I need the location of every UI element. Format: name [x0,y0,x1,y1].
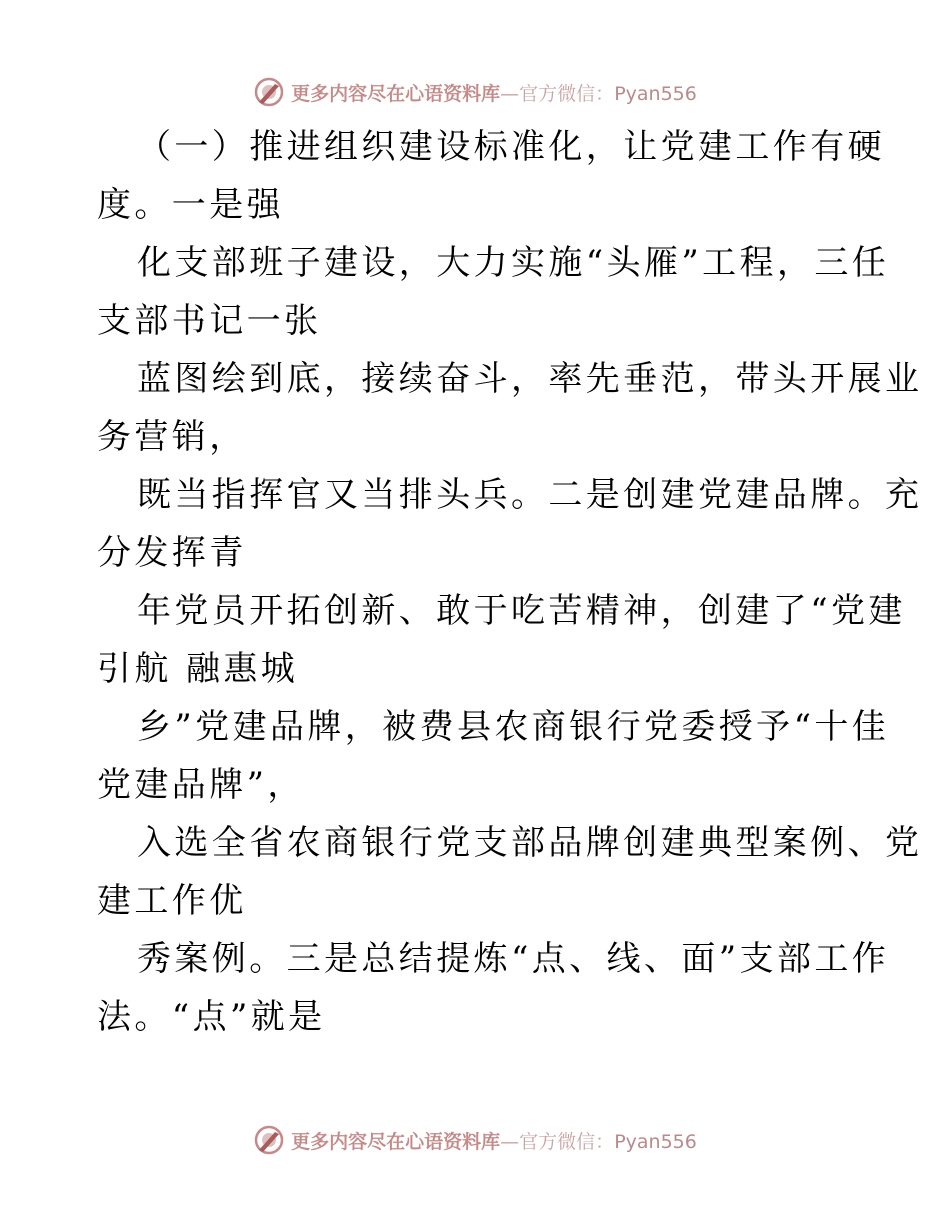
text-line: 分发挥青 [97,533,247,573]
text-line: 支部书记一张 [97,301,322,341]
text-line: （一）推进组织建设标准化，让党建工作有硬 [137,127,885,167]
watermark-handle: Pyan556 [614,1130,697,1153]
watermark-text [291,79,697,106]
watermark-footer [0,1120,950,1160]
watermark-handle: Pyan556 [614,82,697,105]
watermark-separator: — [500,1130,520,1153]
watermark-header [0,72,950,112]
watermark-brand: 更多内容尽在心语资料库 [291,1130,501,1153]
text-line: 党建品牌”， [97,765,305,805]
text-line: 法。“点”就是 [97,997,326,1037]
text-line: 既当指挥官又当排头兵。二是创建党建品牌。充 [137,475,923,515]
text-line: 蓝图绘到底，接续奋斗，率先垂范，带头开展业 [137,359,923,399]
text-line: 度。一是强 [97,185,284,225]
watermark-separator: — [500,82,520,105]
watermark-official: 官方微信： [519,1130,615,1153]
text-line: 务营销， [97,417,247,457]
seal-pen-logo-icon [253,76,285,108]
text-line: 乡”党建品牌，被费县农商银行党委授予“十佳 [137,707,890,747]
watermark-official: 官方微信： [519,82,615,105]
text-line: 年党员开拓创新、敢于吃苦精神，创建了“党建 [137,591,906,631]
seal-pen-logo-icon [253,1124,285,1156]
document-body [97,118,923,1046]
text-line: 引航 融惠城 [97,649,299,689]
text-line: 入选全省农商银行党支部品牌创建典型案例、党 [137,823,923,863]
watermark-brand: 更多内容尽在心语资料库 [291,82,501,105]
text-line: 秀案例。三是总结提炼“点、线、面”支部工作 [137,939,890,979]
watermark-text [291,1127,697,1154]
text-line: 建工作优 [97,881,247,921]
text-line: 化支部班子建设，大力实施“头雁”工程，三任 [137,243,890,283]
